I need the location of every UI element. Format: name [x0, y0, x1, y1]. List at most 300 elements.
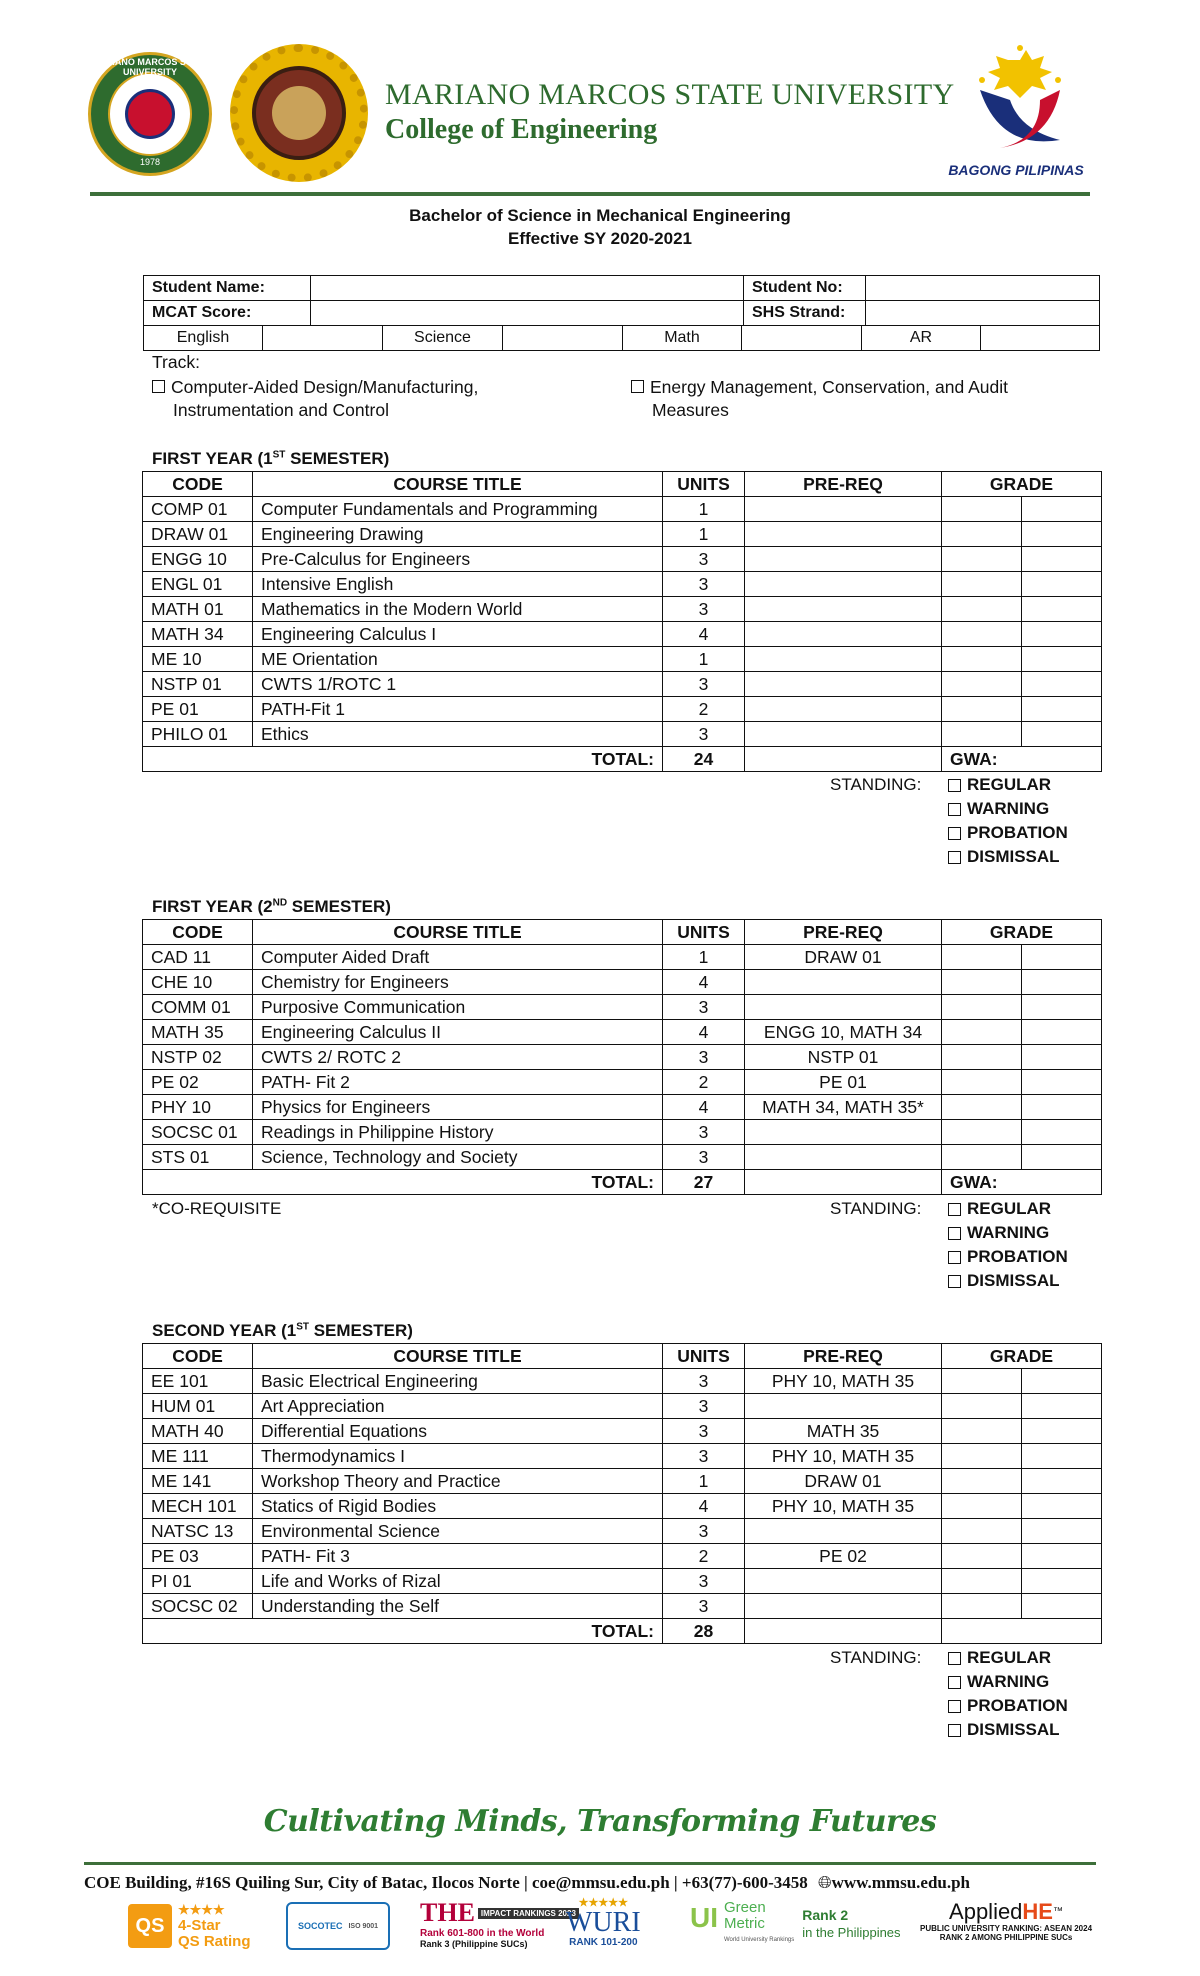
course-code: PE 01 — [143, 697, 253, 722]
table-header-row — [143, 1344, 1102, 1369]
probation-checkbox[interactable] — [948, 1251, 961, 1264]
appliedhe-line2: RANK 2 AMONG PHILIPPINE SUCs — [939, 1933, 1073, 1942]
wuri-logo: WURI — [566, 1907, 641, 1938]
course-prereq — [745, 647, 942, 672]
course-code: PE 03 — [143, 1544, 253, 1569]
qs-badge — [128, 1902, 251, 1950]
course-units: 3 — [663, 995, 745, 1020]
total-row — [143, 1619, 1102, 1644]
total-prereq-blank — [745, 747, 942, 772]
grade-field-2[interactable] — [1022, 1120, 1102, 1145]
grade-field-2[interactable] — [1022, 647, 1102, 672]
grade-field-1[interactable] — [942, 1544, 1022, 1569]
student-info-table — [143, 275, 1100, 326]
code-header: CODE — [143, 1344, 253, 1369]
standing-label-3: STANDING: — [830, 1648, 922, 1667]
course-code: EE 101 — [143, 1369, 253, 1394]
course-table-2 — [142, 919, 1102, 1195]
grade-field-1[interactable] — [942, 1095, 1022, 1120]
footer-divider — [84, 1862, 1096, 1865]
grade-field-2[interactable] — [1022, 1369, 1102, 1394]
grade-field-2[interactable] — [1022, 697, 1102, 722]
grade-field-2[interactable] — [1022, 1469, 1102, 1494]
course-title: Statics of Rigid Bodies — [253, 1494, 663, 1519]
grade-field-2[interactable] — [1022, 1594, 1102, 1619]
grade-field-1[interactable] — [942, 1444, 1022, 1469]
units-header: UNITS — [663, 1344, 745, 1369]
track-option-cad[interactable] — [152, 376, 478, 422]
greenmetric-rank: Rank 2 — [802, 1907, 849, 1923]
course-prereq — [745, 1394, 942, 1419]
course-row — [143, 970, 1102, 995]
grade-field-1[interactable] — [942, 1045, 1022, 1070]
course-row — [143, 1419, 1102, 1444]
dismissal-checkbox[interactable] — [948, 1275, 961, 1288]
the-rank-ph: Rank 3 (Philippine SUCs) — [420, 1939, 528, 1949]
probation-checkbox[interactable] — [948, 1700, 961, 1713]
grade-field-2[interactable] — [1022, 597, 1102, 622]
grade-field-2[interactable] — [1022, 1419, 1102, 1444]
course-prereq: PE 02 — [745, 1544, 942, 1569]
grade-field-1[interactable] — [942, 995, 1022, 1020]
appliedhe-line1: PUBLIC UNIVERSITY RANKING: ASEAN 2024 — [920, 1924, 1093, 1933]
course-prereq — [745, 970, 942, 995]
course-title: Computer Aided Draft — [253, 945, 663, 970]
course-title: Thermodynamics I — [253, 1444, 663, 1469]
course-row — [143, 1070, 1102, 1095]
total-label: TOTAL: — [143, 1170, 663, 1195]
course-row — [143, 1020, 1102, 1045]
student-name-field[interactable] — [311, 276, 744, 301]
semester-title-3: SECOND YEAR (1ST SEMESTER) — [152, 1321, 413, 1340]
course-code: PHY 10 — [143, 1095, 253, 1120]
the-subtitle: IMPACT RANKINGS 2023 — [478, 1908, 579, 1919]
grade-field-1[interactable] — [942, 1594, 1022, 1619]
grade-field-1[interactable] — [942, 1419, 1022, 1444]
iso-text: ISO 9001 — [348, 1922, 379, 1930]
the-rankings-badge — [420, 1898, 579, 1949]
course-prereq — [745, 722, 942, 747]
warning-checkbox[interactable] — [948, 1227, 961, 1240]
course-title: Engineering Calculus II — [253, 1020, 663, 1045]
course-code: MATH 40 — [143, 1419, 253, 1444]
gwa-label: GWA: — [942, 1170, 1102, 1195]
total-units: 24 — [663, 747, 745, 772]
grade-field-1[interactable] — [942, 572, 1022, 597]
course-title: Engineering Calculus I — [253, 622, 663, 647]
track-energy-line1: Energy Management, Conservation, and Audit — [650, 377, 1008, 397]
course-title-header: COURSE TITLE — [253, 472, 663, 497]
grade-field-2[interactable] — [1022, 995, 1102, 1020]
seal-year: 1978 — [139, 157, 161, 167]
grade-field-2[interactable] — [1022, 722, 1102, 747]
warning-checkbox[interactable] — [948, 1676, 961, 1689]
course-title: Intensive English — [253, 572, 663, 597]
course-code: MATH 01 — [143, 597, 253, 622]
standing-label-1: STANDING: — [830, 775, 922, 794]
course-units: 2 — [663, 697, 745, 722]
course-units: 3 — [663, 1120, 745, 1145]
warning-option[interactable]: WARNING — [948, 1670, 1068, 1694]
course-prereq — [745, 497, 942, 522]
course-prereq: ENGG 10, MATH 34 — [745, 1020, 942, 1045]
grade-field-1[interactable] — [942, 1145, 1022, 1170]
course-code: DRAW 01 — [143, 522, 253, 547]
appliedhe-he: HE — [1022, 1899, 1053, 1924]
course-code: COMP 01 — [143, 497, 253, 522]
course-title: CWTS 2/ ROTC 2 — [253, 1045, 663, 1070]
course-title: Purposive Communication — [253, 995, 663, 1020]
course-code: MATH 35 — [143, 1020, 253, 1045]
warning-option[interactable]: WARNING — [948, 1221, 1068, 1245]
course-code: ME 10 — [143, 647, 253, 672]
course-prereq — [745, 697, 942, 722]
grade-field-1[interactable] — [942, 1519, 1022, 1544]
course-title: Mathematics in the Modern World — [253, 597, 663, 622]
grade-field-1[interactable] — [942, 1394, 1022, 1419]
course-prereq: PHY 10, MATH 35 — [745, 1369, 942, 1394]
grade-field-2[interactable] — [1022, 622, 1102, 647]
track-label: Track: — [152, 352, 200, 372]
track-energy-checkbox[interactable] — [631, 380, 644, 393]
math-score-field[interactable] — [742, 326, 862, 351]
course-units: 3 — [663, 547, 745, 572]
qs-logo: QS — [128, 1904, 172, 1948]
course-table-1 — [142, 471, 1102, 772]
grade-field-2[interactable] — [1022, 1070, 1102, 1095]
course-code: PI 01 — [143, 1569, 253, 1594]
appliedhe-logo: Applied — [949, 1899, 1023, 1924]
code-header: CODE — [143, 472, 253, 497]
grade-field-2[interactable] — [1022, 1544, 1102, 1569]
course-row — [143, 1519, 1102, 1544]
greenmetric-logo: UI — [690, 1902, 718, 1933]
course-row — [143, 522, 1102, 547]
course-title: Chemistry for Engineers — [253, 970, 663, 995]
course-units: 3 — [663, 1369, 745, 1394]
course-title: Computer Fundamentals and Programming — [253, 497, 663, 522]
grade-header: GRADE — [942, 472, 1102, 497]
qs-rating-line1: 4-Star — [178, 1917, 221, 1934]
grade-field-1[interactable] — [942, 1494, 1022, 1519]
total-prereq-blank — [745, 1619, 942, 1644]
ar-score-field[interactable] — [981, 326, 1100, 351]
course-code: NSTP 02 — [143, 1045, 253, 1070]
track-cad-line2: Instrumentation and Control — [173, 400, 389, 420]
ar-label: AR — [862, 326, 981, 351]
qs-stars: ★★★★ — [178, 1902, 225, 1917]
course-units: 1 — [663, 1469, 745, 1494]
regular-option[interactable]: REGULAR — [948, 1197, 1068, 1221]
grade-field-1[interactable] — [942, 945, 1022, 970]
total-row — [143, 747, 1102, 772]
grade-field-1[interactable] — [942, 970, 1022, 995]
course-units: 1 — [663, 522, 745, 547]
course-code: ME 141 — [143, 1469, 253, 1494]
course-units: 3 — [663, 1045, 745, 1070]
course-title: Pre-Calculus for Engineers — [253, 547, 663, 572]
course-prereq — [745, 1594, 942, 1619]
grade-field-1[interactable] — [942, 1070, 1022, 1095]
course-row — [143, 672, 1102, 697]
math-label: Math — [623, 326, 742, 351]
seal-text: MARIANO MARCOS STATE UNIVERSITY — [91, 57, 209, 77]
course-code: ENGL 01 — [143, 572, 253, 597]
grade-field-2[interactable] — [1022, 572, 1102, 597]
course-title-header: COURSE TITLE — [253, 1344, 663, 1369]
total-row — [143, 1170, 1102, 1195]
motto: Cultivating Minds, Transforming Futures — [263, 1804, 937, 1839]
course-title: Understanding the Self — [253, 1594, 663, 1619]
grade-field-2[interactable] — [1022, 547, 1102, 572]
mcat-label: MCAT Score: — [144, 301, 311, 326]
standing-label-2: STANDING: — [830, 1199, 922, 1218]
course-row — [143, 1594, 1102, 1619]
grade-field-1[interactable] — [942, 1469, 1022, 1494]
total-label: TOTAL: — [143, 1619, 663, 1644]
science-score-field[interactable] — [503, 326, 623, 351]
grade-field-1[interactable] — [942, 1020, 1022, 1045]
course-title: PATH-Fit 1 — [253, 697, 663, 722]
dismissal-checkbox[interactable] — [948, 1724, 961, 1737]
grade-field-2[interactable] — [1022, 672, 1102, 697]
course-units: 3 — [663, 572, 745, 597]
course-title: Differential Equations — [253, 1419, 663, 1444]
grade-field-2[interactable] — [1022, 1444, 1102, 1469]
course-units: 4 — [663, 1494, 745, 1519]
course-units: 3 — [663, 1444, 745, 1469]
course-code: HUM 01 — [143, 1394, 253, 1419]
grade-field-1[interactable] — [942, 1569, 1022, 1594]
course-title: Ethics — [253, 722, 663, 747]
probation-option[interactable]: PROBATION — [948, 1245, 1068, 1269]
course-units: 3 — [663, 1594, 745, 1619]
code-header: CODE — [143, 920, 253, 945]
gwa-label: GWA: — [942, 747, 1102, 772]
dismissal-checkbox[interactable] — [948, 851, 961, 864]
probation-option[interactable]: PROBATION — [948, 821, 1068, 845]
course-code: SOCSC 01 — [143, 1120, 253, 1145]
course-units: 4 — [663, 1095, 745, 1120]
grade-field-2[interactable] — [1022, 1045, 1102, 1070]
course-title: Engineering Drawing — [253, 522, 663, 547]
greenmetric-badge — [690, 1900, 901, 1948]
course-row — [143, 1544, 1102, 1569]
course-units: 3 — [663, 722, 745, 747]
the-logo: THE — [420, 1898, 475, 1927]
grade-field-1[interactable] — [942, 722, 1022, 747]
warning-option[interactable]: WARNING — [948, 797, 1068, 821]
warning-checkbox[interactable] — [948, 803, 961, 816]
total-label: TOTAL: — [143, 747, 663, 772]
course-title: PATH- Fit 3 — [253, 1544, 663, 1569]
course-prereq: DRAW 01 — [745, 1469, 942, 1494]
wuri-badge — [566, 1896, 641, 1948]
course-prereq: PHY 10, MATH 35 — [745, 1444, 942, 1469]
course-row — [143, 1394, 1102, 1419]
student-name-label: Student Name: — [144, 276, 311, 301]
shs-field[interactable] — [866, 301, 1100, 326]
course-prereq — [745, 1569, 942, 1594]
course-row — [143, 647, 1102, 672]
grade-field-1[interactable] — [942, 597, 1022, 622]
grade-field-2[interactable] — [1022, 1095, 1102, 1120]
total-prereq-blank — [745, 1170, 942, 1195]
socotec-logo: SOCOTEC — [297, 1921, 343, 1931]
grade-field-2[interactable] — [1022, 522, 1102, 547]
track-cad-checkbox[interactable] — [152, 380, 165, 393]
course-code: PHILO 01 — [143, 722, 253, 747]
course-title: Life and Works of Rizal — [253, 1569, 663, 1594]
wuri-rank: RANK 101-200 — [569, 1937, 638, 1948]
program-title: Bachelor of Science in Mechanical Engineering — [409, 206, 791, 225]
website-link[interactable]: www.mmsu.edu.ph — [831, 1873, 971, 1892]
footer-address — [84, 1873, 970, 1893]
course-prereq: NSTP 01 — [745, 1045, 942, 1070]
grade-field-2[interactable] — [1022, 1519, 1102, 1544]
semester-title-1: FIRST YEAR (1ST SEMESTER) — [152, 449, 390, 468]
prereq-header: PRE-REQ — [745, 1344, 942, 1369]
course-title: PATH- Fit 2 — [253, 1070, 663, 1095]
track-energy-line2: Measures — [652, 400, 729, 420]
course-code: ENGG 10 — [143, 547, 253, 572]
standing-options-3 — [948, 1646, 1068, 1742]
course-prereq — [745, 597, 942, 622]
course-row — [143, 1494, 1102, 1519]
mcat-field[interactable] — [311, 301, 744, 326]
english-score-field[interactable] — [263, 326, 383, 351]
total-units: 27 — [663, 1170, 745, 1195]
units-header: UNITS — [663, 920, 745, 945]
course-units: 3 — [663, 672, 745, 697]
science-label: Science — [383, 326, 503, 351]
college-name: College of Engineering — [385, 114, 658, 145]
course-units: 1 — [663, 497, 745, 522]
bagong-pilipinas-logo — [960, 40, 1080, 158]
course-units: 4 — [663, 970, 745, 995]
regular-option[interactable]: REGULAR — [948, 1646, 1068, 1670]
course-table-3 — [142, 1343, 1102, 1644]
grade-field-1[interactable] — [942, 672, 1022, 697]
address-text: COE Building, #16S Quiling Sur, City of Batac, Ilocos Norte | coe@mmsu.edu.ph | +63(77)-600-3458 — [84, 1873, 808, 1892]
effective-sy: Effective SY 2020-2021 — [508, 229, 692, 248]
grade-field-2[interactable] — [1022, 970, 1102, 995]
mmsu-seal-logo — [88, 52, 212, 176]
grade-field-1[interactable] — [942, 647, 1022, 672]
regular-checkbox[interactable] — [948, 1203, 961, 1216]
units-header: UNITS — [663, 472, 745, 497]
socotec-badge — [286, 1902, 390, 1950]
grade-field-1[interactable] — [942, 1120, 1022, 1145]
course-row — [143, 995, 1102, 1020]
grade-field-1[interactable] — [942, 1369, 1022, 1394]
course-row — [143, 1095, 1102, 1120]
course-code: CHE 10 — [143, 970, 253, 995]
grade-field-2[interactable] — [1022, 945, 1102, 970]
course-title: Readings in Philippine History — [253, 1120, 663, 1145]
grade-field-1[interactable] — [942, 497, 1022, 522]
course-title-header: COURSE TITLE — [253, 920, 663, 945]
total-units: 28 — [663, 1619, 745, 1644]
course-prereq — [745, 672, 942, 697]
course-row — [143, 722, 1102, 747]
course-prereq — [745, 1145, 942, 1170]
course-row — [143, 1045, 1102, 1070]
dismissal-option[interactable]: DISMISSAL — [948, 1269, 1068, 1293]
student-no-field[interactable] — [866, 276, 1100, 301]
course-title: ME Orientation — [253, 647, 663, 672]
course-row — [143, 497, 1102, 522]
course-prereq: DRAW 01 — [745, 945, 942, 970]
regular-option[interactable]: REGULAR — [948, 773, 1068, 797]
co-requisite-note: *CO-REQUISITE — [152, 1199, 282, 1218]
regular-checkbox[interactable] — [948, 779, 961, 792]
course-prereq: MATH 34, MATH 35* — [745, 1095, 942, 1120]
coe-gear-logo — [230, 44, 368, 182]
course-units: 3 — [663, 1419, 745, 1444]
appliedhe-tm: ™ — [1052, 1906, 1063, 1917]
course-prereq: PE 01 — [745, 1070, 942, 1095]
course-row — [143, 1444, 1102, 1469]
track-option-energy[interactable] — [631, 376, 1008, 422]
course-prereq — [745, 995, 942, 1020]
globe-icon: 🌐︎ — [818, 1873, 832, 1892]
greenmetric-sub: World University Rankings — [724, 1937, 795, 1943]
course-row — [143, 945, 1102, 970]
course-title: CWTS 1/ROTC 1 — [253, 672, 663, 697]
course-prereq — [745, 1120, 942, 1145]
grade-field-2[interactable] — [1022, 1145, 1102, 1170]
grade-field-2[interactable] — [1022, 1394, 1102, 1419]
dismissal-option[interactable]: DISMISSAL — [948, 845, 1068, 869]
table-header-row — [143, 472, 1102, 497]
grade-field-1[interactable] — [942, 697, 1022, 722]
greenmetric-rank-ph: in the Philippines — [802, 1925, 901, 1940]
course-code: PE 02 — [143, 1070, 253, 1095]
course-row — [143, 697, 1102, 722]
student-no-label: Student No: — [744, 276, 866, 301]
course-code: STS 01 — [143, 1145, 253, 1170]
course-code: CAD 11 — [143, 945, 253, 970]
semester-title-2: FIRST YEAR (2ND SEMESTER) — [152, 897, 391, 916]
regular-checkbox[interactable] — [948, 1652, 961, 1665]
course-units: 4 — [663, 1020, 745, 1045]
header-divider — [90, 192, 1090, 196]
course-units: 4 — [663, 622, 745, 647]
course-code: MATH 34 — [143, 622, 253, 647]
track-cad-line1: Computer-Aided Design/Manufacturing, — [171, 377, 479, 397]
course-title: Workshop Theory and Practice — [253, 1469, 663, 1494]
dismissal-option[interactable]: DISMISSAL — [948, 1718, 1068, 1742]
grade-field-1[interactable] — [942, 622, 1022, 647]
course-prereq — [745, 547, 942, 572]
grade-field-2[interactable] — [1022, 1020, 1102, 1045]
probation-checkbox[interactable] — [948, 827, 961, 840]
grade-field-2[interactable] — [1022, 497, 1102, 522]
table-header-row — [143, 920, 1102, 945]
grade-field-1[interactable] — [942, 522, 1022, 547]
course-row — [143, 572, 1102, 597]
greenmetric-name-a: Green — [724, 1899, 766, 1916]
probation-option[interactable]: PROBATION — [948, 1694, 1068, 1718]
grade-field-2[interactable] — [1022, 1569, 1102, 1594]
grade-field-1[interactable] — [942, 547, 1022, 572]
course-prereq: MATH 35 — [745, 1419, 942, 1444]
grade-field-2[interactable] — [1022, 1494, 1102, 1519]
course-prereq — [745, 622, 942, 647]
course-row — [143, 1369, 1102, 1394]
course-title: Science, Technology and Society — [253, 1145, 663, 1170]
